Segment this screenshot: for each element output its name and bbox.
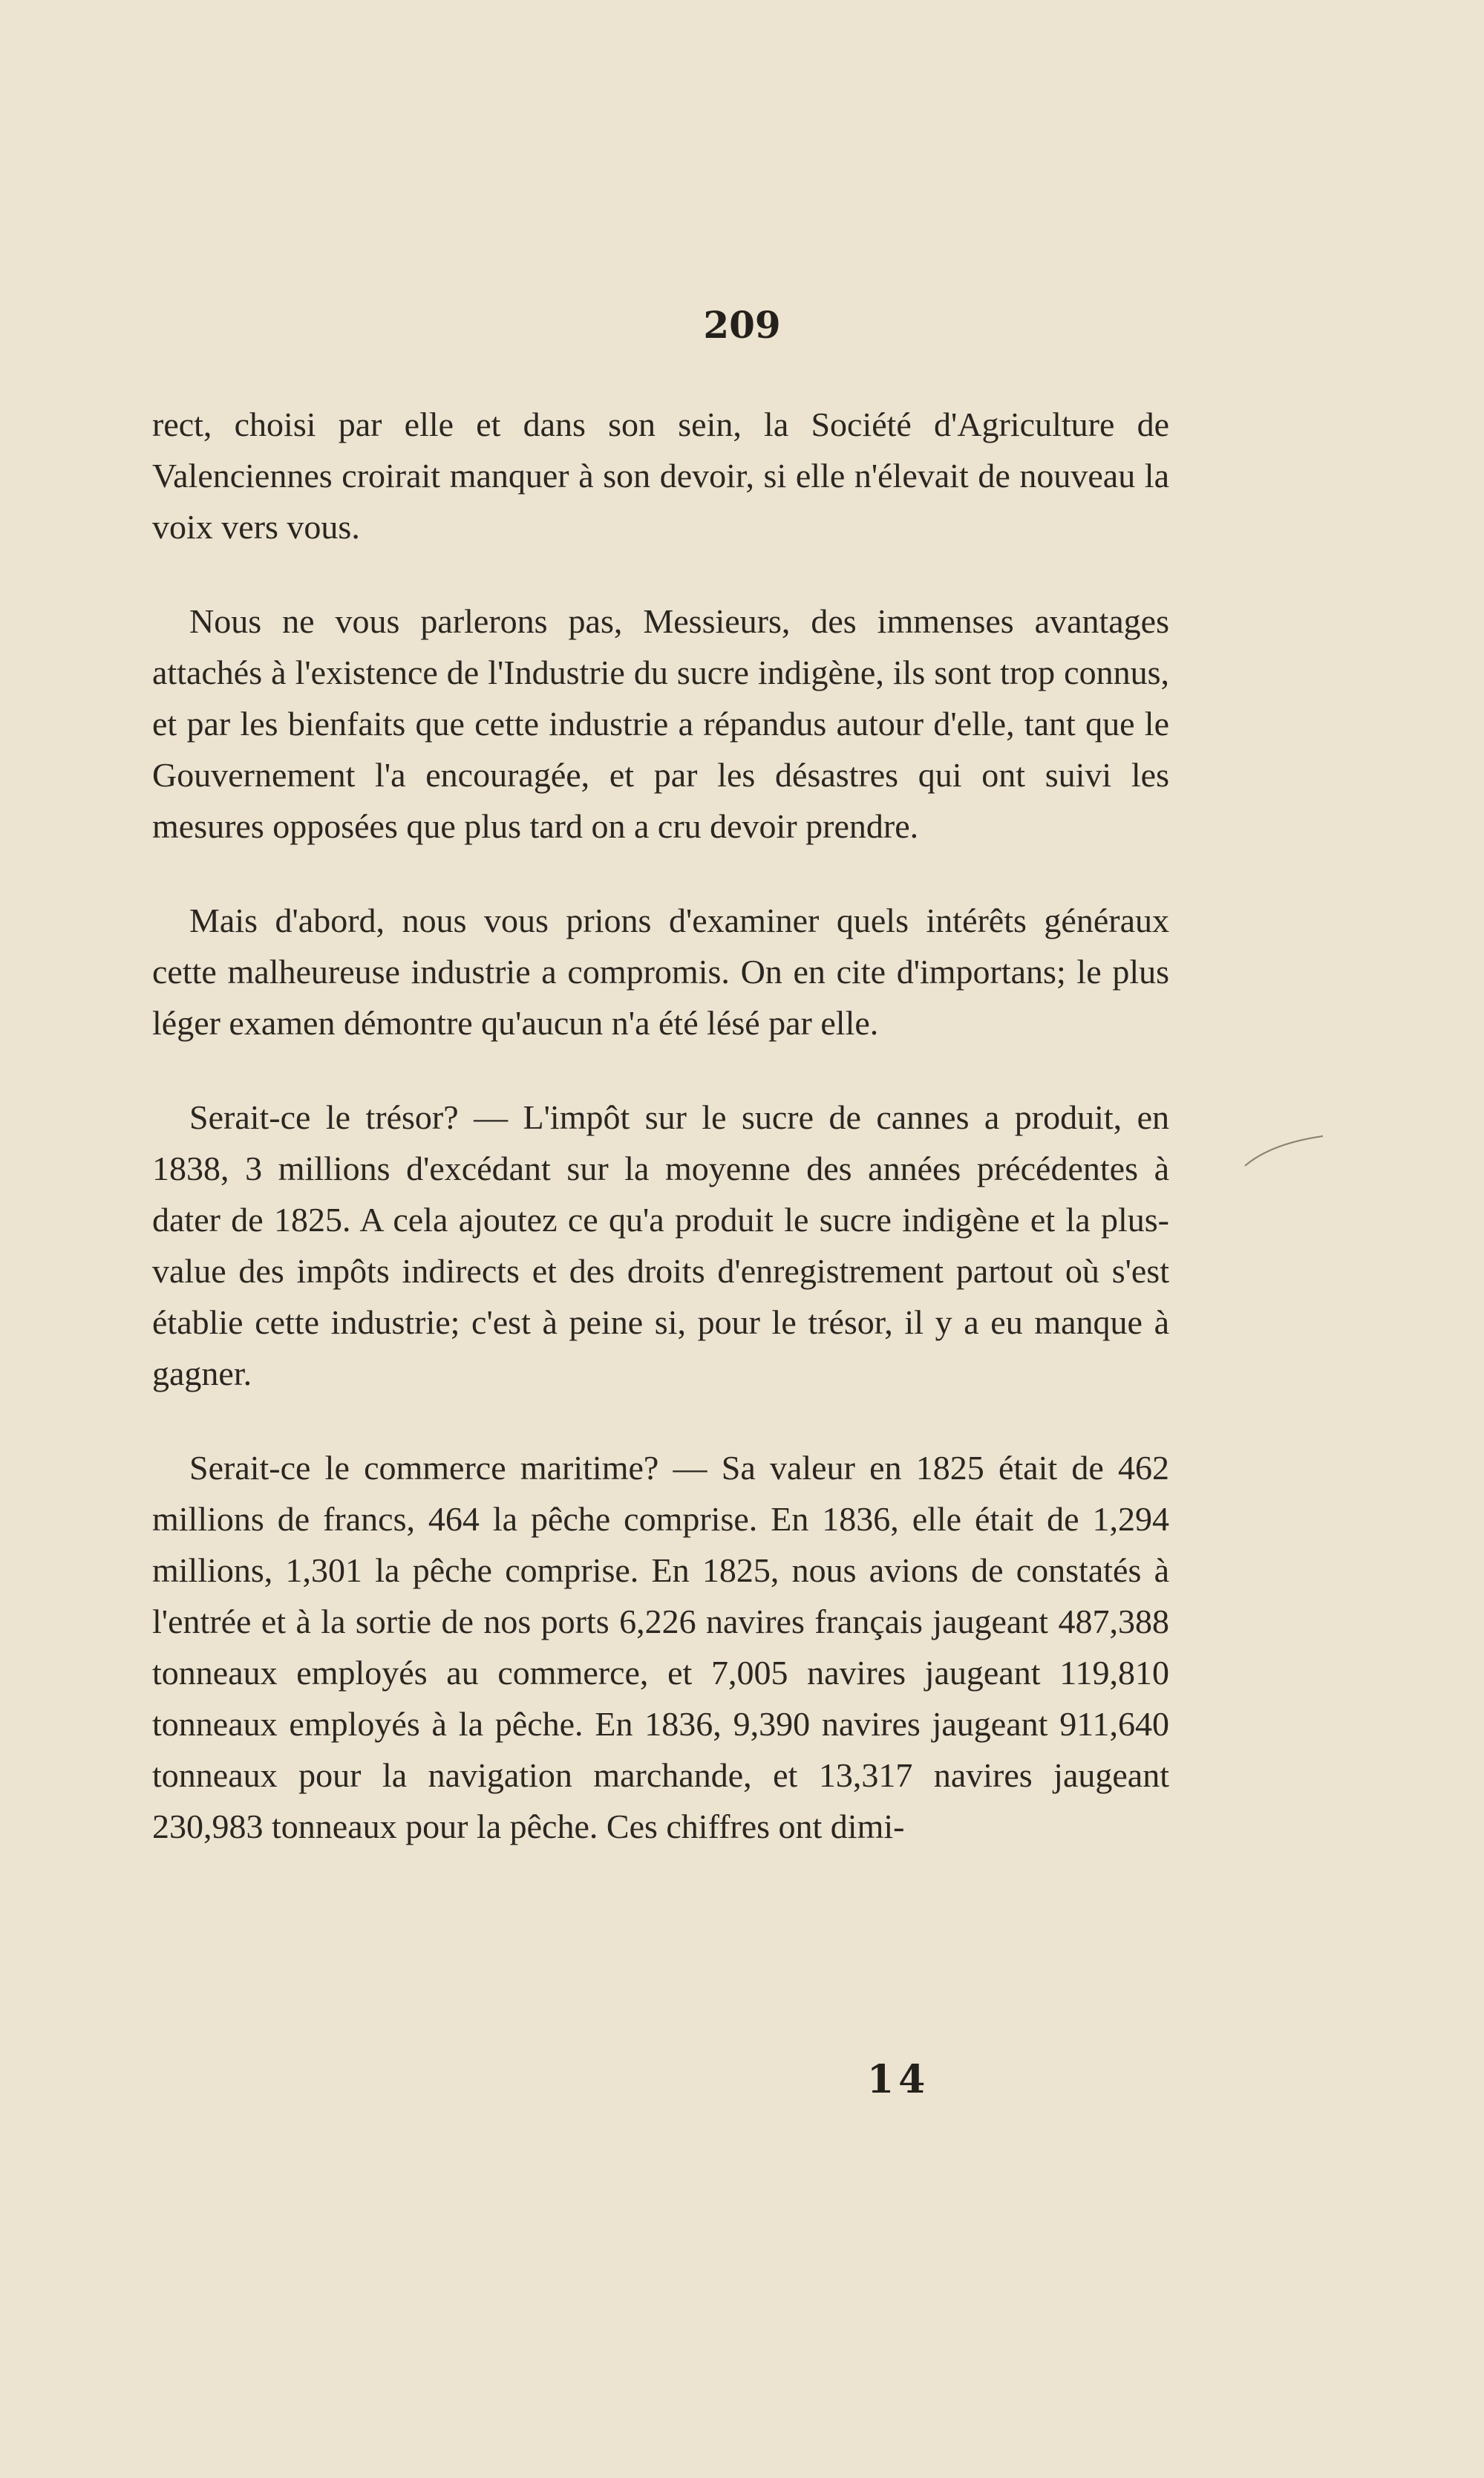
paragraph-4: Serait-ce le trésor? — L'impôt sur le sucre de cannes a produit, en 1838, 3 millions d'excédant sur la moyenne des années précédentes à dater de 1825. A cela ajoutez ce qu'a produit le sucre indigène et la plus-value des impôts indirects et des droits d'enregistrement partout où s'est établie cette industrie; c'est à peine si, pour le trésor, il y a eu manque à gagner. xyxy=(152,1098,1169,1392)
paragraph-1: rect, choisi par elle et dans son sein, la Société d'Agriculture de Valenciennes croirait manquer à son devoir, si elle n'élevait de nouveau la voix vers vous. xyxy=(152,405,1169,546)
paragraph-3: Mais d'abord, nous vous prions d'examiner quels intérêts généraux cette malheureuse industrie a compromis. On en cite d'importans; le plus léger examen démontre qu'aucun n'a été lésé par elle. xyxy=(152,901,1169,1042)
signature-mark: 14 xyxy=(867,2057,930,2102)
paragraph-2: Nous ne vous parlerons pas, Messieurs, des immenses avantages attachés à l'existence de l'Industrie du sucre indigène, ils sont trop connus, et par les bienfaits que cette industrie a répandus autour d'elle, tant que le Gouvernement l'a encouragée, et par les désastres qui ont suivi les mesures opposées que plus tard on a cru devoir prendre. xyxy=(152,602,1169,845)
pen-stroke-mark xyxy=(1241,1132,1330,1170)
page-number: 209 xyxy=(703,303,781,347)
body-text xyxy=(152,399,1169,1895)
paragraph-5: Serait-ce le commerce maritime? — Sa valeur en 1825 était de 462 millions de francs, 464 la pêche comprise. En 1836, elle était de 1,294 millions, 1,301 la pêche comprise. En 1825, nous avions de constatés à l'entrée et à la sortie de nos ports 6,226 navires français jaugeant 487,388 tonneaux employés au commerce, et 7,005 navires jaugeant 119,810 tonneaux employés à la pêche. En 1836, 9,390 navires jaugeant 911,640 tonneaux pour la navigation marchande, et 13,317 navires jaugeant 230,983 tonneaux pour la pêche. Ces chiffres ont dimi- xyxy=(152,1449,1169,1845)
